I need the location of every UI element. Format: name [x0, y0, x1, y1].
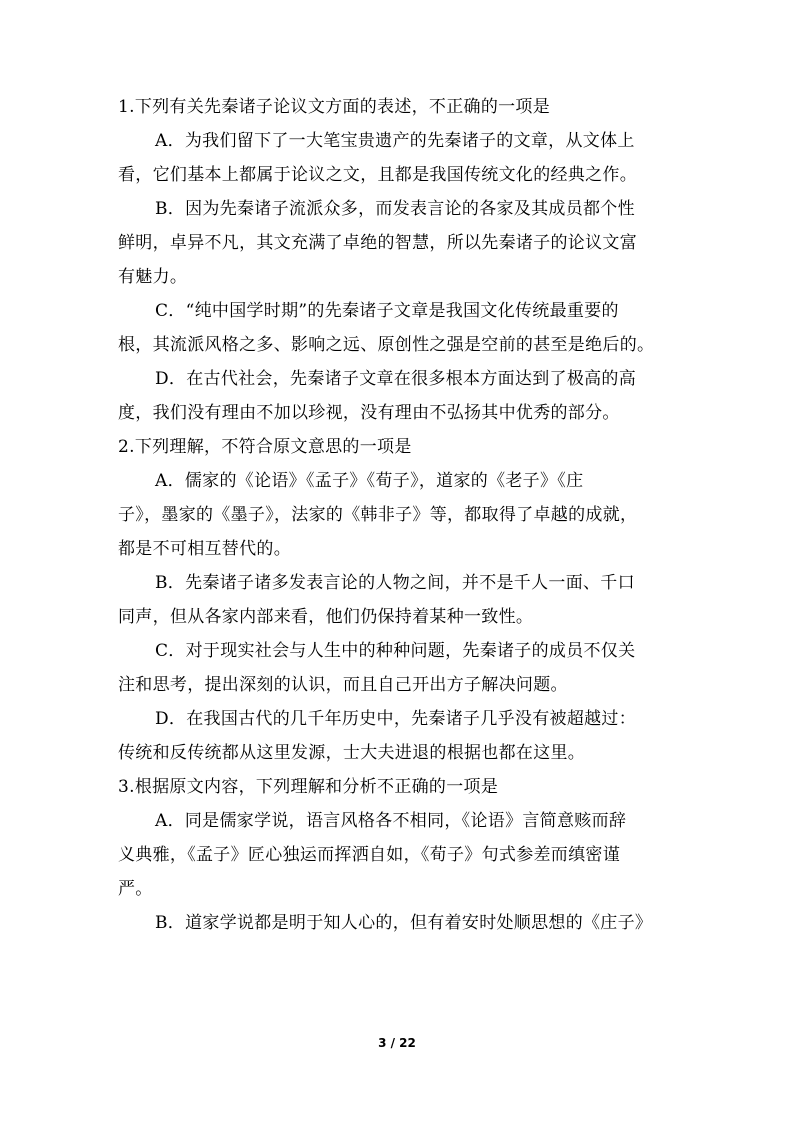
q2-option-c: C．对于现实社会与人生中的种种问题，先秦诸子的成员不仅关 [155, 641, 636, 661]
question-3-stem: 3.根据原文内容，下列理解和分析不正确的一项是 [118, 777, 499, 797]
q2-option-b: B．先秦诸子诸多发表言论的人物之间，并不是千人一面、千口 [155, 573, 635, 593]
q2-option-d-cont: 传统和反传统都从这里发源，士大夫进退的根据也都在这里。 [118, 743, 586, 763]
q1-option-c-cont: 根，其流派风格之多、影响之远、原创性之强是空前的甚至是绝后的。 [118, 335, 655, 355]
q2-option-a: A．儒家的《论语》《孟子》《荀子》，道家的《老子》《庄 [155, 471, 584, 491]
q1-option-a-cont: 看，它们基本上都属于论议之文，且都是我国传统文化的经典之作。 [118, 165, 637, 185]
q1-option-b-cont: 鲜明，卓异不凡，其文充满了卓绝的智慧，所以先秦诸子的论议文富 [118, 233, 637, 253]
q2-option-c-cont: 注和思考，提出深刻的认识，而且自己开出方子解决问题。 [118, 675, 568, 695]
document-body [118, 90, 678, 940]
q1-option-c: C．“纯中国学时期”的先秦诸子文章是我国文化传统最重要的 [155, 301, 619, 321]
page-number: 3 / 22 [378, 1036, 416, 1050]
q2-option-a-cont: 子》，墨家的《墨子》，法家的《韩非子》等，都取得了卓越的成就， [118, 505, 638, 525]
q1-option-d-cont: 度，我们没有理由不加以珍视，没有理由不弘扬其中优秀的部分。 [118, 403, 620, 423]
q3-option-a-cont: 义典雅，《孟子》匠心独运而挥洒自如，《荀子》句式参差而缜密谨 [118, 845, 620, 865]
q3-option-b: B．道家学说都是明于知人心的，但有着安时处顺思想的《庄子》 [155, 913, 653, 933]
q2-option-a-cont: 都是不可相互替代的。 [118, 539, 291, 559]
q3-option-a: A．同是儒家学说，语言风格各不相同，《论语》言简意赅而辞 [155, 811, 627, 831]
q3-option-a-cont: 严。 [118, 879, 153, 899]
q1-option-d: D．在古代社会，先秦诸子文章在很多根本方面达到了极高的高 [155, 369, 637, 389]
q2-option-b-cont: 同声，但从各家内部来看，他们仍保持着某种一致性。 [118, 607, 534, 627]
q1-option-b-cont: 有魅力。 [118, 267, 188, 287]
q1-option-b: B．因为先秦诸子流派众多，而发表言论的各家及其成员都个性 [155, 199, 635, 219]
question-2-stem: 2.下列理解，不符合原文意思的一项是 [118, 437, 412, 457]
q2-option-d: D．在我国古代的几千年历史中，先秦诸子几乎没有被超越过： [155, 709, 637, 729]
question-1-stem: 1.下列有关先秦诸子论议文方面的表述，不正确的一项是 [118, 97, 551, 117]
q1-option-a: A．为我们留下了一大笔宝贵遗产的先秦诸子的文章，从文体上 [155, 131, 635, 151]
